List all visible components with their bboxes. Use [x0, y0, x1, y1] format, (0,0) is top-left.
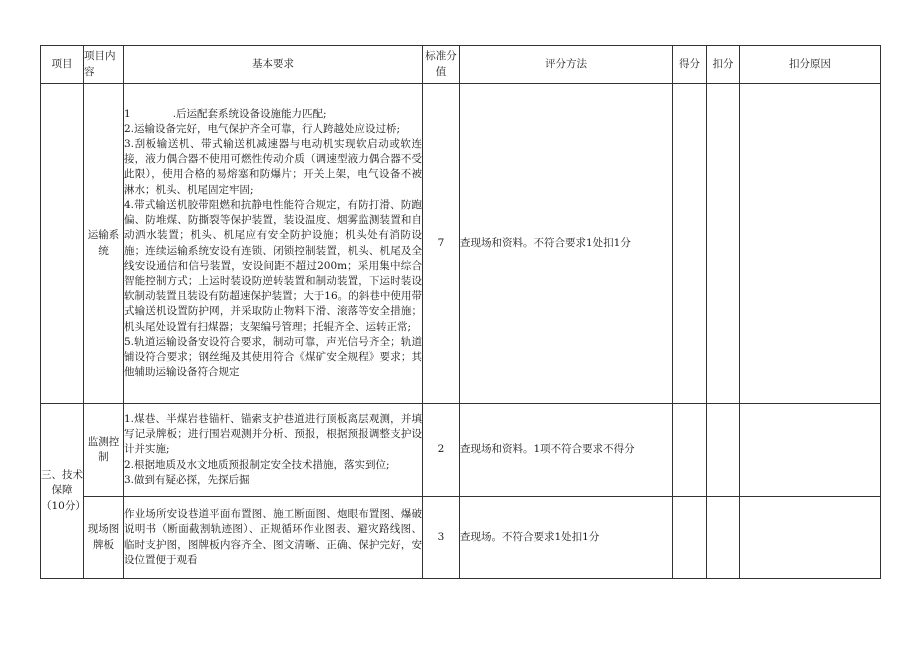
requirement-item: 2.根据地质及水文地质预报制定安全技术措施，落实到位; [124, 458, 390, 471]
table-row [41, 404, 881, 497]
deduct-cell [707, 404, 740, 497]
content-cell-site-boards: 现场图牌板 [84, 497, 124, 579]
header-content: 项目内容 [84, 46, 124, 84]
requirement-item: 5.轨道运输设备安设符合要求，制动可靠，声光信号齐全；轨道铺设符合要求；钢丝绳及其使用符合《煤矿安全规程》要求；其他辅助运输设备符合规定 [124, 335, 422, 379]
requirement-item [124, 107, 422, 122]
table-row [41, 497, 881, 579]
content-cell-monitoring: 监测控制 [84, 404, 124, 497]
score-cell [673, 404, 707, 497]
header-reason: 扣分原因 [740, 46, 881, 84]
header-standard: 标准分值 [423, 46, 460, 84]
requirement-item: 3.刮板输送机、带式输送机减速器与电动机实现软启动或软连接，液力偶合器不使用可燃性传动介质（调速型液力偶合器不受此限），使用合格的易熔塞和防爆片；开关上架，电气设备不被淋水；机头、机尾固定牢固; [124, 138, 422, 196]
project-cell [41, 84, 84, 404]
header-project: 项目 [41, 46, 84, 84]
scoring-method: 查现场和资料。不符合要求1处扣1分 [460, 84, 673, 404]
deduct-cell [707, 497, 740, 579]
project-cell-tech-support: 三、技术保障（10分） [41, 404, 84, 579]
standard-score: 7 [423, 84, 460, 404]
requirement-number: 1 [124, 107, 131, 120]
content-cell-transport: 运输系统 [84, 84, 124, 404]
standard-score: 3 [423, 497, 460, 579]
deduct-cell [707, 84, 740, 404]
reason-cell [740, 404, 881, 497]
score-cell [673, 84, 707, 404]
requirement-item: 1.煤巷、半煤岩巷锚杆、锚索支护巷道进行顶板离层观测，并填写记录牌板；进行围岩观测并分析、预报，根据预报调整支护设计并实施; [124, 412, 422, 456]
reason-cell [740, 497, 881, 579]
reason-cell [740, 84, 881, 404]
score-cell [673, 497, 707, 579]
requirement-item: 作业场所安设巷道平面布置图、施工断面图、炮眼布置图、爆破说明书（断面截割轨迹图）、正规循环作业图表、避灾路线图、临时支护图，图牌板内容齐全、图文清晰、正确、保护完好，安设位置便于观看 [124, 508, 422, 566]
requirement-item: 2.运输设备完好，电气保护齐全可靠，行人跨越处应设过桥; [124, 122, 401, 135]
table-row [41, 84, 881, 404]
header-method: 评分方法 [460, 46, 673, 84]
requirement-cell [124, 404, 423, 497]
requirement-cell [124, 84, 423, 404]
scoring-method: 查现场和资料。1项不符合要求不得分 [460, 404, 673, 497]
scoring-method: 查现场。不符合要求1处扣1分 [460, 497, 673, 579]
header-deduct: 扣分 [707, 46, 740, 84]
requirement-item: 4.带式输送机胶带阻燃和抗静电性能符合规定，有防打滑、防跑偏、防堆煤、防撕裂等保护装置，装设温度、烟雾监测装置和自动洒水装置；机头、机尾应有安全防护设施；机头处有消防设施；连续运输系统安设有连锁、闭锁控制装置，机头、机尾及全线安设通信和信号装置，安设间距不超过200m；采用集中综合智能控制方式；上运时装设防逆转装置和制动装置，下运时装设软制动装置且装设有防超速保护装置；大于16。的斜巷中使用带式输送机设置防护网，并采取防止物料下滑、滚落等安全措施；机头尾处设置有扫煤器；支架编号管理；托辊齐全、运转正常; [124, 198, 422, 333]
requirement-item: 3.做到有疑必探，先探后掘 [124, 473, 250, 486]
requirement-text: .后运配套系统设备设施能力匹配; [172, 107, 327, 120]
scoring-table [40, 45, 881, 579]
header-row [41, 46, 881, 84]
standard-score: 2 [423, 404, 460, 497]
requirement-cell [124, 497, 423, 579]
header-score: 得分 [673, 46, 707, 84]
header-requirement: 基本要求 [124, 46, 423, 84]
